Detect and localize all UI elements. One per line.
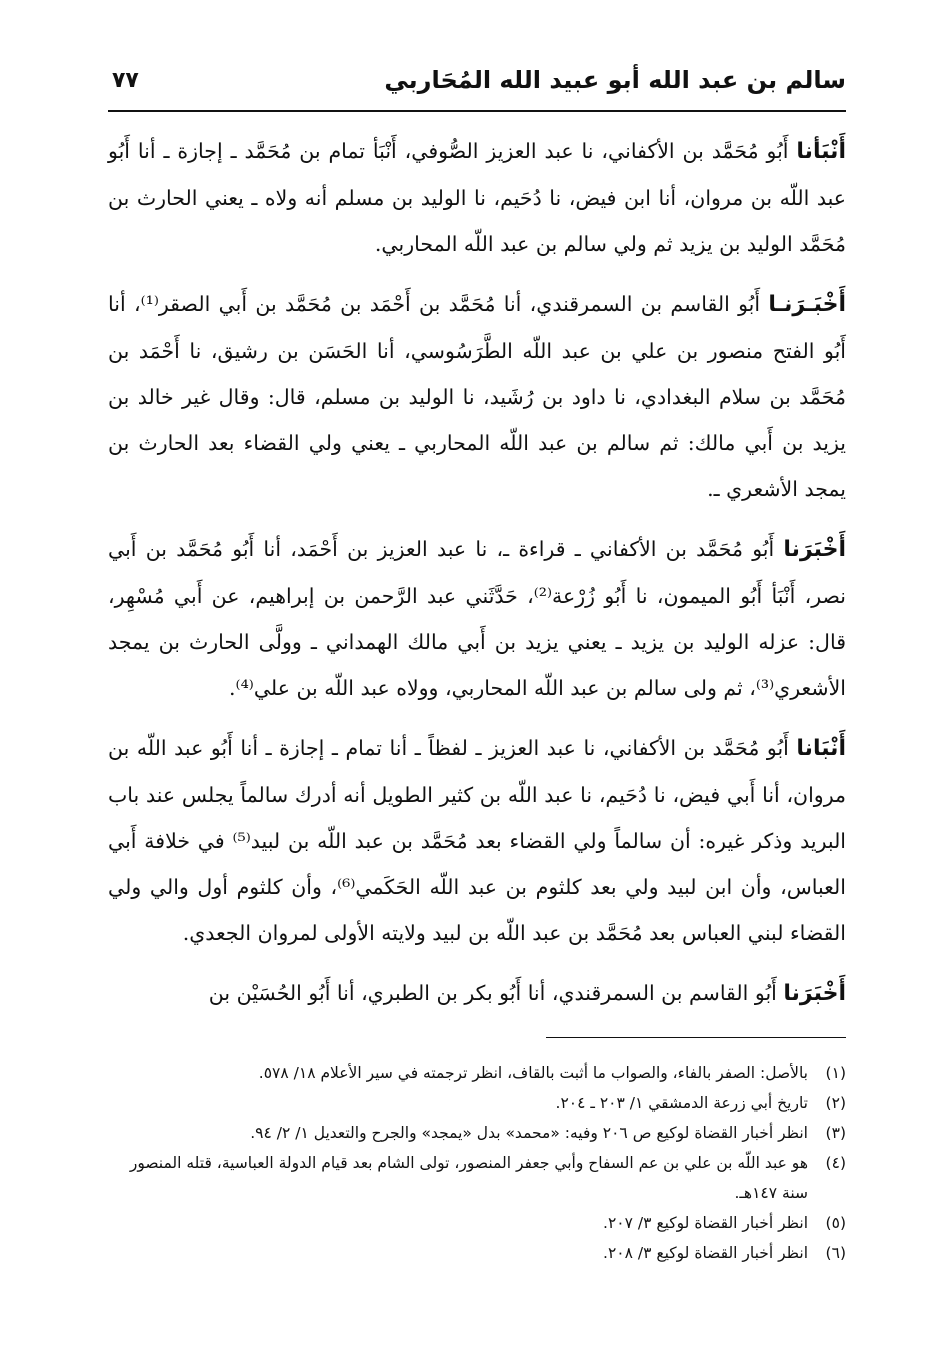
paragraph-lead-word: أَخْبَـرَنـا (768, 292, 846, 317)
footnote (108, 1058, 846, 1088)
main-text (108, 128, 846, 1031)
paragraph-lead-word: أَنْبَأنا (796, 139, 846, 164)
footnote (108, 1148, 846, 1208)
footnote-number: (٤) (825, 1154, 846, 1172)
paragraph-text: أَبُو مُحَمَّد بن الأكفاني ـ قراءة ـ، نا عبد العزيز بن أَحْمَد، أنا أَبُو مُحَمَّد بن أَبي نصر، أَنْبَأ أَبُو الميمون، نا أَبُو زُرْعة⁽²⁾، حَدَّثَني عبد الرَّحمن بن إبراهيم، عن أَبي مُسْهِر، قال: عزله الوليد بن يزيد ـ يعني يزيد بن أَبي مالك الهمداني ـ وولَّى الحارث بن يمجد الأشعري⁽³⁾، ثم ولى سالم بن عبد اللّه المحاربي، وولاه عبد اللّه بن علي⁽⁴⁾. (108, 537, 846, 700)
paragraph-text: أَبُو القاسم بن السمرقندي، أنا أَبُو بكر بن الطبري، أنا أَبُو الحُسَيْن بن (208, 981, 784, 1005)
footnotes (108, 1058, 846, 1268)
running-title: سالم بن عبد الله أبو عبيد الله المُحَاربي (384, 66, 846, 94)
footnote (108, 1208, 846, 1238)
footnote-number: (٦) (825, 1244, 846, 1262)
footnote-text: انظر أخبار القضاة لوكيع ٣/ ٢٠٧. (603, 1214, 808, 1232)
footnote (108, 1118, 846, 1148)
footnote-number: (١) (825, 1064, 846, 1082)
footnote-text: تاريخ أبي زرعة الدمشقي ١/ ٢٠٣ ـ ٢٠٤. (555, 1094, 808, 1112)
paragraph (108, 281, 846, 512)
page-header (108, 60, 846, 112)
footnote (108, 1238, 846, 1268)
footnote-number: (٢) (825, 1094, 846, 1112)
page-number: ٧٧ (112, 68, 139, 93)
paragraph-text: أَبُو مُحَمَّد بن الأكفاني، نا عبد العزيز ـ لفظاً ـ أنا تمام ـ إجازة ـ أنا أَبُو عبد اللّه بن مروان، أنا أَبي فيض، نا دُحَيم، نا عبد اللّه بن كثير الطويل أنه أدرك سالماً يجلس عند باب البريد وذكر غيره: أن سالماً ولي القضاء بعد مُحَمَّد بن عبد اللّه بن لبيد⁽⁵⁾ في خلافة أَبي العباس، وأن ابن لبيد ولي بعد كلثوم بن عبد اللّه الحَكَمي⁽⁶⁾، وأن كلثوم أول والي ولي القضاء لبني العباس بعد مُحَمَّد بن عبد اللّه بن لبيد ولايته الأولى لمروان الجعدي. (108, 736, 847, 945)
paragraph-text: أَبُو القاسم بن السمرقندي، أنا مُحَمَّد بن أَحْمَد بن مُحَمَّد بن أَبي الصقر⁽¹⁾، أنا أَبُو الفتح منصور بن علي بن عبد اللّه الطَّرَسُوسي، أنا الحَسَن بن رشيق، نا أَحْمَد بن مُحَمَّد بن سلام البغدادي، نا داود بن رُشَيد، نا الوليد بن مسلم، قال: وقال غير خالد بن يزيد بن أَبي مالك: ثم سالم بن عبد اللّه المحاربي ـ يعني ولي القضاء بعد الحارث بن يمجد الأشعري ـ. (108, 292, 846, 501)
paragraph-lead-word: أَنْبَانا (796, 736, 846, 761)
footnote-number: (٥) (825, 1214, 846, 1232)
footnote-divider (546, 1037, 846, 1038)
paragraph (108, 970, 846, 1017)
paragraph (108, 526, 846, 711)
paragraph-text: أَبُو مُحَمَّد بن الأكفاني، نا عبد العزيز الصُّوفي، أَنْبَأ تمام بن مُحَمَّد ـ إجازة ـ أنا أَبُو عبد اللّه بن مروان، أنا ابن فيض، نا دُحَيم، نا الوليد بن مسلم أنه ولاه ـ يعني الحارث بن مُحَمَّد الوليد بن يزيد ثم ولي سالم بن عبد اللّه المحاربي. (108, 139, 846, 256)
paragraph-lead-word: أَخْبَرَنا (783, 981, 846, 1006)
footnote-text: انظر أخبار القضاة لوكيع ٣/ ٢٠٨. (603, 1244, 808, 1262)
footnote-number: (٣) (825, 1124, 846, 1142)
footnote-text: هو عبد اللّه بن علي بن عم السفاح وأبي جعفر المنصور، تولى الشام بعد قيام الدولة العباسية، قتله المنصور سنة ١٤٧هـ. (129, 1154, 808, 1202)
paragraph-lead-word: أَخْبَرَنا (783, 537, 847, 562)
paragraph (108, 725, 846, 956)
footnote-text: انظر أخبار القضاة لوكيع ص ٢٠٦ وفيه: «محمد» بدل «يمجد» والجرح والتعديل ١/ ٢/ ٩٤. (250, 1124, 808, 1142)
paragraph (108, 128, 846, 267)
footnote (108, 1088, 846, 1118)
footnote-text: بالأصل: الصفر بالفاء، والصواب ما أثبت بالقاف، انظر ترجمته في سير الأعلام ١٨/ ٥٧٨. (258, 1064, 808, 1082)
